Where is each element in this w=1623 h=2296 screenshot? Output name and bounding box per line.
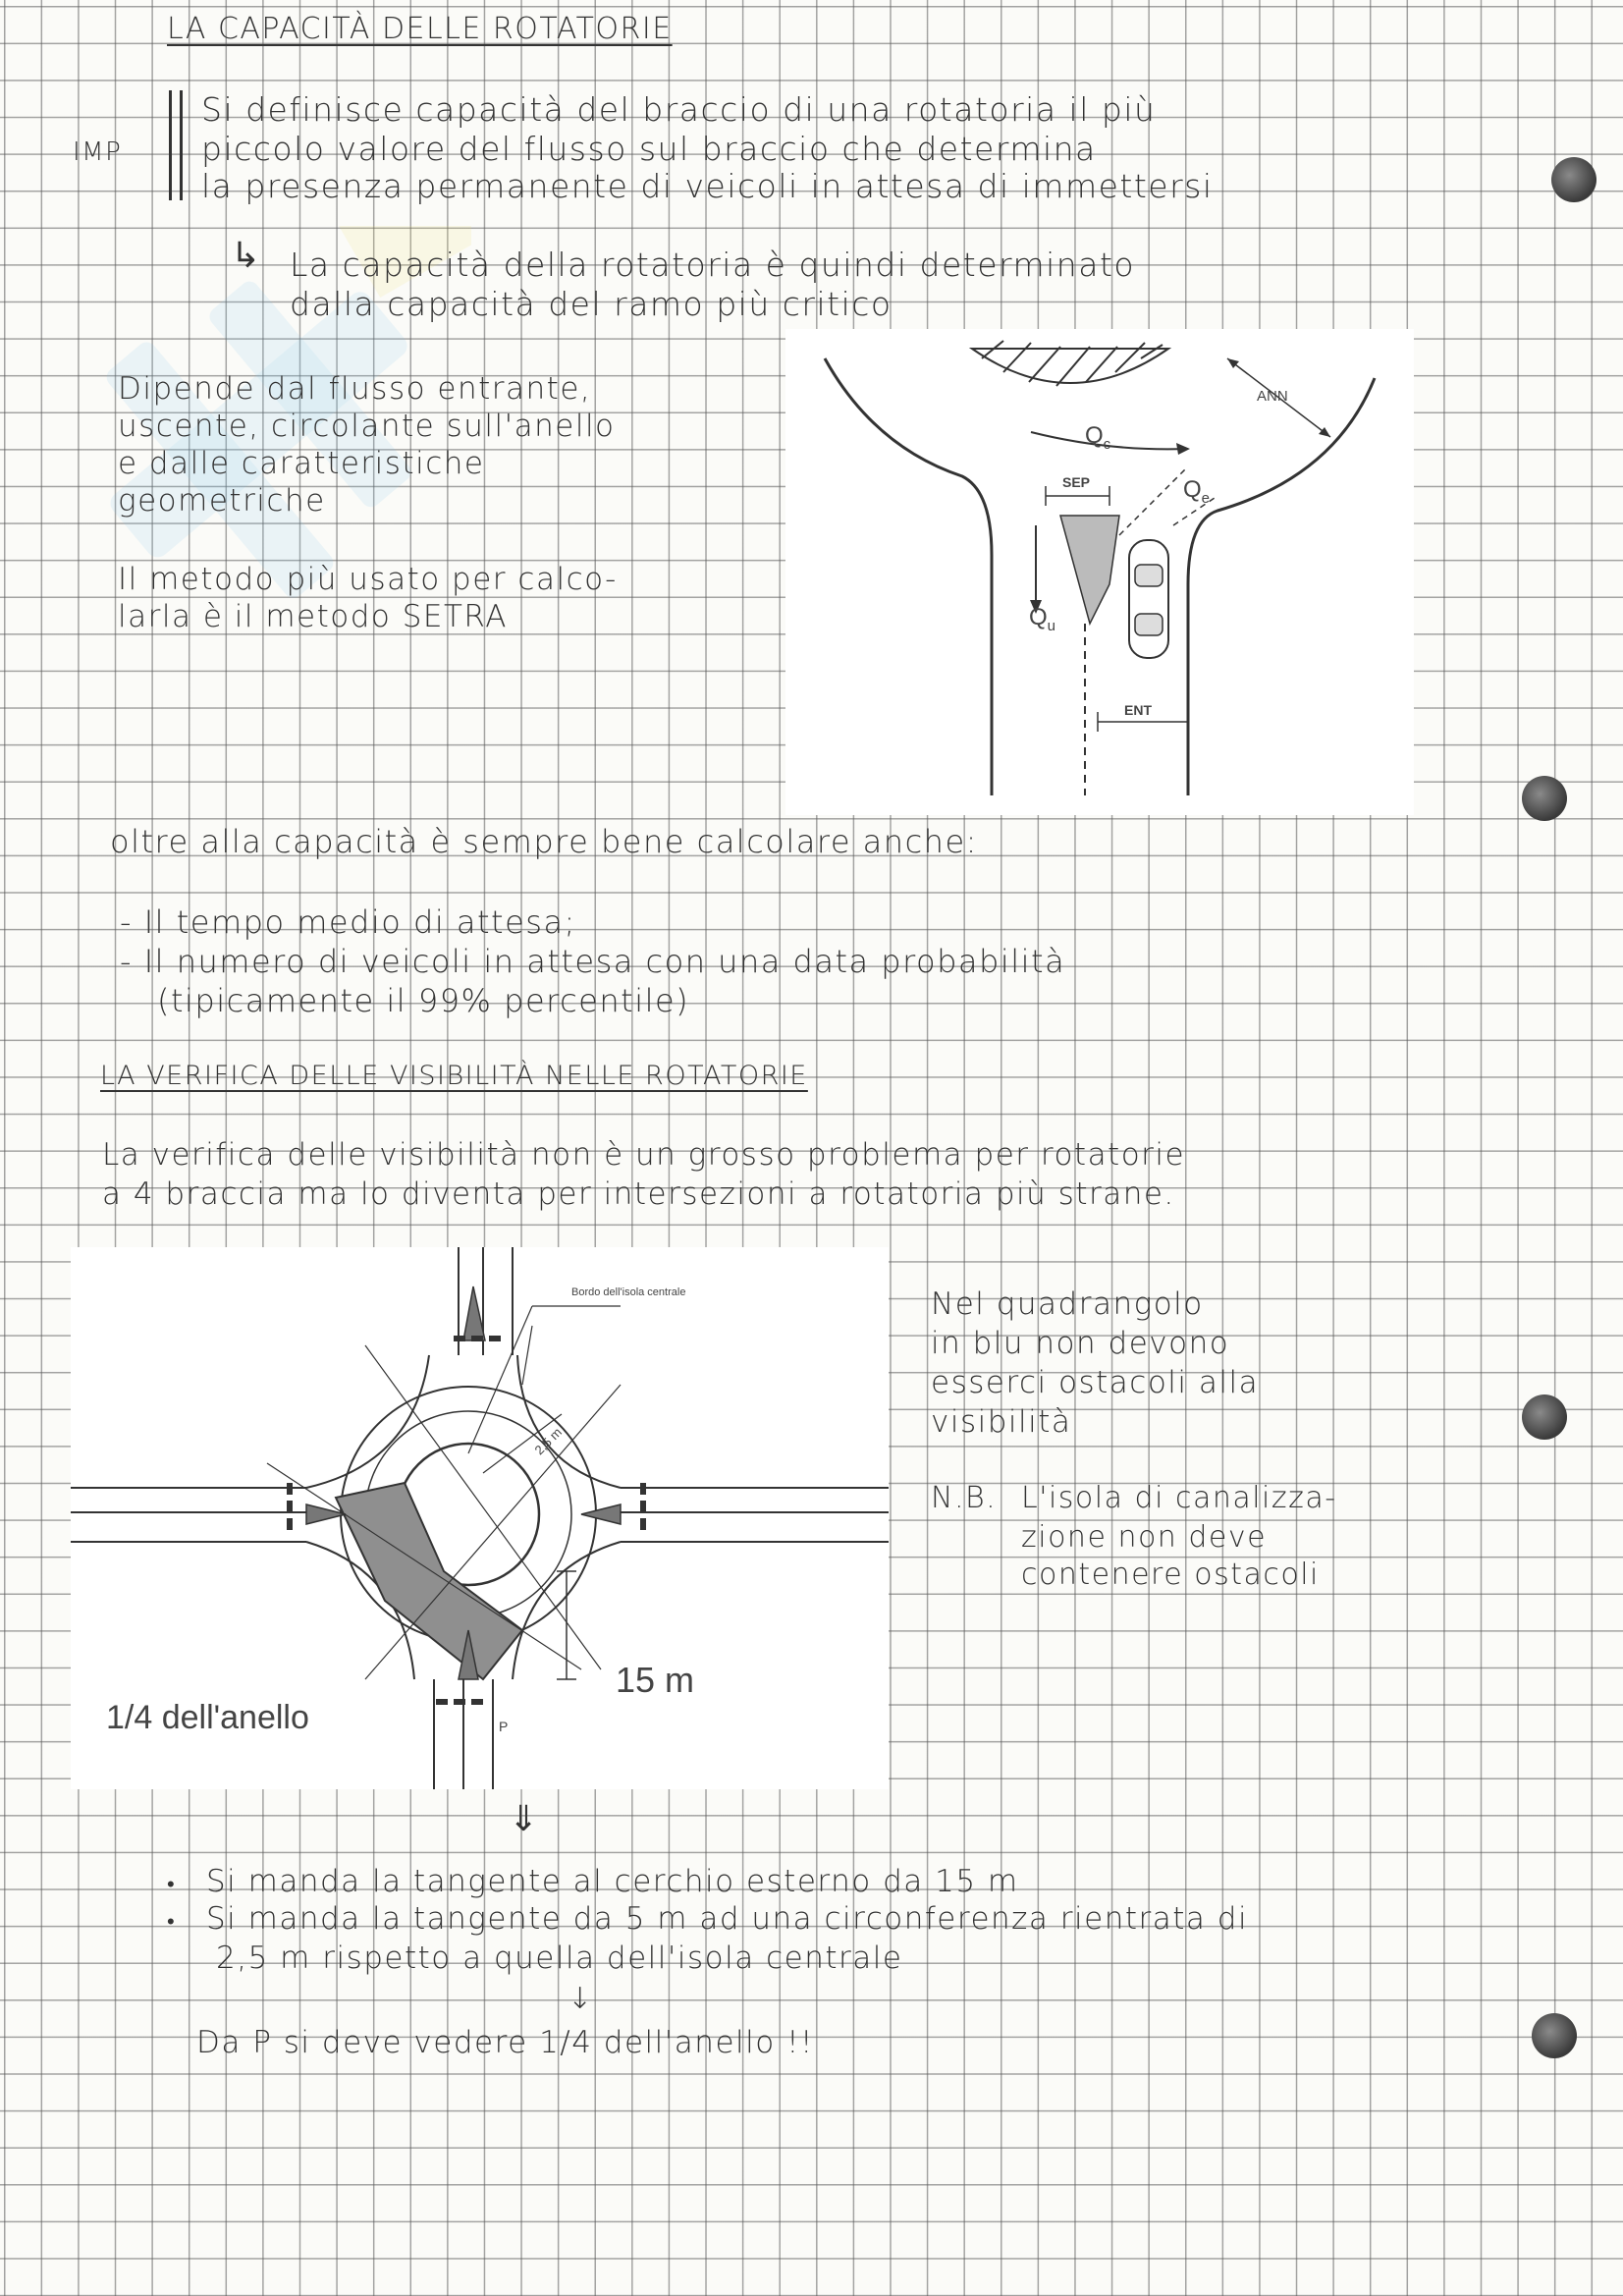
binder-hole-3 [1522, 1394, 1567, 1440]
method-line-1: Il metodo più usato per calco- [118, 562, 618, 597]
point-p-label: P [499, 1719, 509, 1734]
bullet-icon-1: • [167, 1873, 177, 1897]
section2-body-line-2: a 4 braccia ma lo diventa per intersezioni a rotatoria più strane. [102, 1176, 1175, 1212]
label-qc [1085, 422, 1110, 453]
depends-line-1: Dipende dal flusso entrante, [118, 371, 592, 407]
label-qe-main: Q [1183, 476, 1202, 503]
nb-line-1: L'isola di canalizza- [1021, 1481, 1337, 1515]
label-qu-sub: u [1047, 617, 1056, 634]
label-qu-main: Q [1029, 604, 1048, 630]
imp-label: IMP [73, 137, 123, 167]
conclusion: Da P si deve vedere 1/4 dell'anello !! [196, 2025, 814, 2060]
bullet-2-cont: 2,5 m rispetto a quella dell'isola centrale [216, 1941, 903, 1976]
quad-note-line-4: visibilità [931, 1404, 1072, 1440]
notes-item-3: (tipicamente il 99% percentile) [157, 982, 690, 1019]
nb-line-3: contenere ostacoli [1021, 1558, 1320, 1592]
setra-diagram [785, 329, 1414, 815]
notes-item-2: - Il numero di veicoli in attesa con una data probabilità [120, 943, 1066, 980]
nb-label: N.B. [931, 1481, 998, 1515]
notes-item-1: - Il tempo medio di attesa; [120, 903, 576, 941]
depends-line-4: geometriche [118, 483, 326, 519]
definition-line-2: piccolo valore del flusso sul braccio che determina [201, 130, 1097, 168]
label-qc-main: Q [1085, 422, 1104, 449]
quad-note-line-3: esserci ostacoli alla [931, 1365, 1260, 1400]
definition-line-1: Si definisce capacità del braccio di una rotatoria il più [201, 90, 1157, 129]
quarter-ring-label: 1/4 dell'anello [106, 1699, 309, 1736]
small-arrow-icon: ↓ [568, 1982, 594, 2016]
binder-hole-2 [1522, 776, 1567, 821]
depends-line-2: uscente, circolante sull'anello [118, 409, 616, 444]
label-ent: ENT [1124, 702, 1152, 718]
arrow-icon: ↳ [231, 236, 262, 276]
roundabout-visibility-diagram [71, 1247, 889, 1789]
bullet-icon-2: • [167, 1910, 177, 1935]
dim-2-5-label: 2,5 m [531, 1424, 566, 1458]
dim-15-label: 15 m [616, 1660, 695, 1700]
nb-line-2: zione non deve [1021, 1520, 1268, 1555]
label-ann: ANN [1257, 388, 1288, 405]
notes-intro: oltre alla capacità è sempre bene calcolare anche: [110, 823, 978, 860]
section2-body-line-1: La verifica delle visibilità non è un grosso problema per rotatorie [102, 1137, 1186, 1173]
depends-line-3: e dalle caratteristiche [118, 446, 485, 481]
bullet-1: Si manda la tangente al cerchio esterno da 15 m [206, 1864, 1019, 1899]
imp-bar-1 [169, 90, 172, 200]
label-qe [1183, 476, 1210, 507]
label-qe-sub: e [1201, 489, 1211, 507]
definition-line-3: la presenza permanente di veicoli in attesa di immettersi [201, 167, 1214, 205]
car-icon [1129, 540, 1168, 658]
method-line-2: larla è il metodo SETRA [118, 599, 508, 634]
consequence-line-2: dalla capacità del ramo più critico [290, 285, 893, 323]
quad-note-line-2: in blu non devono [931, 1326, 1230, 1361]
label-sep: SEP [1062, 474, 1091, 490]
consequence-line-1: La capacità della rotatoria è quindi determinato [290, 246, 1136, 284]
label-qc-sub: c [1103, 435, 1111, 453]
quad-note-line-1: Nel quadrangolo [931, 1286, 1204, 1322]
bullet-2: Si manda la tangente da 5 m ad una circonferenza rientrata di [206, 1901, 1249, 1937]
label-qu [1029, 604, 1055, 634]
section2-title: LA VERIFICA DELLE VISIBILITÀ NELLE ROTATORIE [100, 1061, 808, 1091]
section1-title: LA CAPACITÀ DELLE ROTATORIE [167, 12, 673, 46]
bordo-label: Bordo dell'isola centrale [571, 1286, 686, 1298]
binder-hole-4 [1532, 2013, 1577, 2058]
imp-bar-2 [180, 90, 183, 200]
binder-hole-1 [1551, 157, 1596, 202]
down-arrow-icon: ⇓ [509, 1799, 540, 1839]
